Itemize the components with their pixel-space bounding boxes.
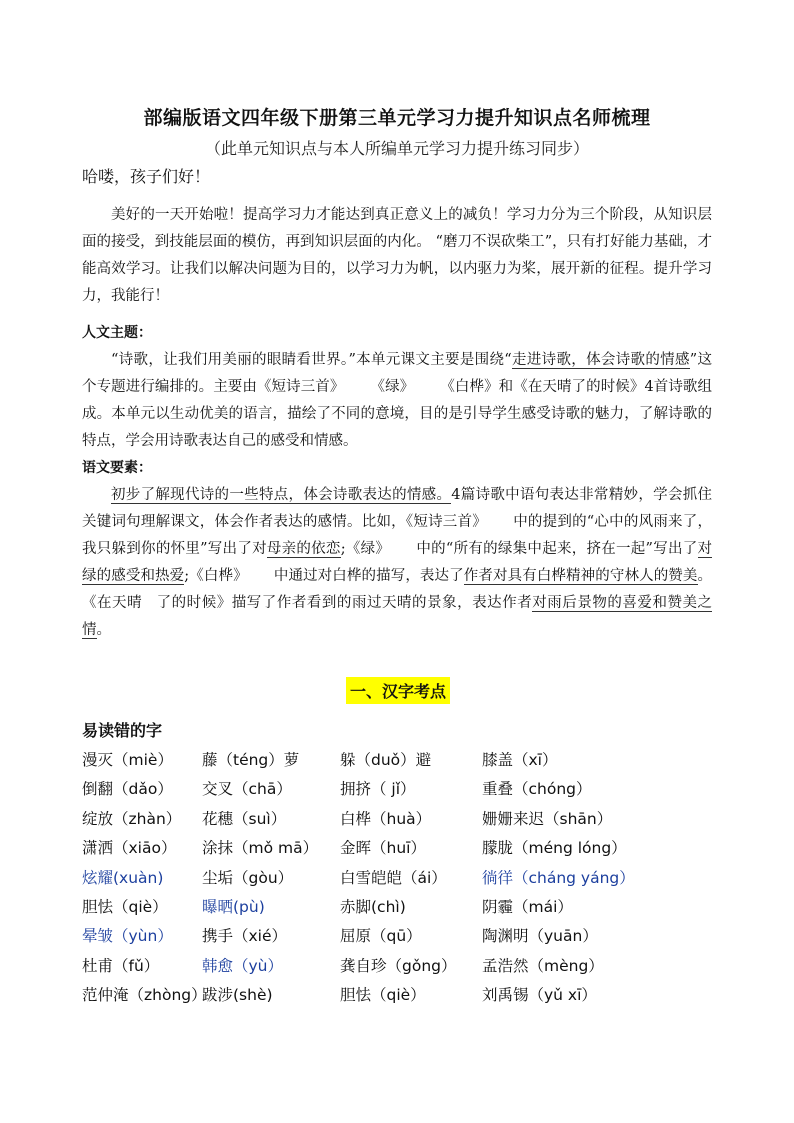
text-run: ;《绿》	[340, 541, 391, 557]
humanities-label	[82, 320, 712, 347]
vocab-item: 曝晒(pù)	[202, 897, 265, 916]
underlined-text: 对雨后景物的喜爱和赞美之情	[82, 595, 713, 638]
vocab-item: 姗姗来迟（shān）	[482, 809, 613, 828]
underlined-text: 初步了解现代诗的一些特点，体会诗歌表达的情感。	[111, 487, 452, 503]
vocab-table	[82, 748, 742, 1013]
vocab-item: 尘垢（gòu）	[202, 868, 294, 887]
underlined-text: 走进诗歌，体会诗歌的情感	[511, 352, 690, 368]
vocab-item: 重叠（chóng）	[482, 780, 592, 799]
sub-heading: 易读错的字	[82, 721, 163, 740]
text-run: “诗歌，让我们用美丽的眼睛看世界。”本单元课文主要是围绕“	[111, 352, 512, 368]
vocab-item: 倒翻（dǎo）	[82, 780, 173, 799]
vocab-row	[82, 983, 742, 1012]
vocab-item: 刘禹锡（yǔ xī）	[482, 986, 597, 1005]
humanities-label-text: 人文主题：	[82, 325, 152, 341]
vocab-item: 徜徉（cháng yáng）	[482, 868, 635, 887]
vocab-item: 龚自珍（gǒng）	[340, 956, 457, 975]
vocab-item: 孟浩然（mèng）	[482, 956, 604, 975]
text-run: ;《白桦》	[184, 568, 248, 584]
greeting: 哈喽，孩子们好！	[82, 167, 211, 186]
vocab-row	[82, 807, 742, 836]
vocab-item: 拥挤（ jǐ）	[340, 780, 416, 799]
humanities-paragraph	[82, 347, 712, 455]
vocab-row	[82, 924, 742, 953]
vocab-item: 炫耀(xuàn)	[82, 868, 164, 887]
text-run: 了的时候》描写了作者看到的雨过天晴的景象，表达作者	[156, 595, 533, 611]
elements-paragraph	[82, 482, 712, 644]
page-subtitle: （此单元知识点与本人所编单元学习力提升练习同步）	[204, 139, 589, 158]
vocab-item: 藤（téng）萝	[202, 751, 300, 769]
intro-paragraph: 美好的一天开始啦！提高学习力才能达到真正意义上的减负！学习力分为三个阶段，从知识层面的接受，到技能层面的模仿，再到知识层面的内化。 “磨刀不误砍柴工”，只有打好能力基础，才能高效学习。让我们以解决问题为目的，以学习力为帆，以内驱力为桨，展开新的征程。提升学习力，我能行！	[82, 207, 712, 304]
vocab-row	[82, 866, 742, 895]
vocab-item: 杜甫（fǔ）	[82, 956, 160, 975]
vocab-row	[82, 777, 742, 806]
vocab-item: 白桦（huà）	[340, 809, 432, 828]
underlined-text: 作者对具有白桦精神的守林人的赞美	[463, 568, 698, 584]
vocab-item: 朦胧（méng lóng）	[482, 839, 627, 858]
text-run: 。	[96, 622, 111, 638]
vocab-item: 范仲淹（zhòng）	[82, 986, 207, 1005]
underlined-text: 对绿的感受和热爱	[82, 541, 713, 584]
vocab-item: 韩愈（yù）	[202, 956, 283, 975]
vocab-item: 金晖（huī）	[340, 839, 426, 858]
text-run: 。《在天晴	[82, 568, 713, 611]
text-run: ”这个专题进行编排的。主要由《短诗三首》	[82, 352, 712, 395]
vocab-item: 陶渊明（yuān）	[482, 927, 598, 946]
vocab-item: 晕皱（yùn）	[82, 927, 173, 946]
vocab-item: 跋涉(shè)	[202, 986, 273, 1005]
vocab-row	[82, 836, 742, 865]
body-text	[82, 202, 712, 644]
vocab-item: 交叉（chā）	[202, 780, 292, 799]
vocab-item: 潇洒（xiāo）	[82, 839, 177, 858]
vocab-item: 漫灭（miè）	[82, 751, 173, 769]
text-run: 《白桦》和《在天晴了的时候》4首诗歌组成。本单元以生动优美的语言，描绘了不同的意境，目的是引导学生感受诗歌的魅力，了解诗歌的特点，学会用诗歌表达自己的感受和情感。	[82, 379, 713, 449]
vocab-item: 白雪皑皑（ái）	[340, 868, 447, 887]
vocab-item: 花穗（suì）	[202, 809, 287, 828]
vocab-item: 涂抹（mǒ mā）	[202, 839, 319, 858]
underlined-text: 母亲的依恋	[266, 541, 341, 557]
page-title: 部编版语文四年级下册第三单元学习力提升知识点名师梳理	[143, 107, 651, 129]
vocab-item: 绽放（zhàn）	[82, 809, 182, 828]
vocab-item: 屈原（qū）	[340, 927, 422, 946]
elements-label-text: 语文要素：	[82, 460, 152, 476]
vocab-row	[82, 748, 742, 777]
section-heading: 一、汉字考点	[346, 677, 450, 704]
vocab-row	[82, 895, 742, 924]
vocab-item: 携手（xié）	[202, 927, 288, 946]
vocab-item: 阴霾（mái）	[482, 897, 573, 916]
elements-label	[82, 455, 712, 482]
vocab-item: 赤脚(chì)	[340, 897, 406, 916]
text-run: 4篇诗歌中语句表达非常精妙，学会抓住关键词句理解课文，体会作者表达的感情。比如，《短诗三首》	[82, 487, 712, 530]
text-run: 中的提到的“心中的风雨来了，我只躲到你的怀里”写出了对	[82, 514, 712, 557]
vocab-item: 膝盖（xī）	[482, 751, 558, 769]
vocab-item: 躲（duǒ）避	[340, 751, 432, 769]
text-run: 中的“所有的绿集中起来，挤在一起”写出了	[416, 541, 698, 557]
text-run: 中通过对白桦的描写，表达了	[273, 568, 464, 584]
text-run: 《绿》	[370, 379, 415, 395]
vocab-item: 胆怯（qiè）	[340, 986, 426, 1005]
vocab-item: 胆怯（qiè）	[82, 897, 168, 916]
vocab-row	[82, 954, 742, 983]
